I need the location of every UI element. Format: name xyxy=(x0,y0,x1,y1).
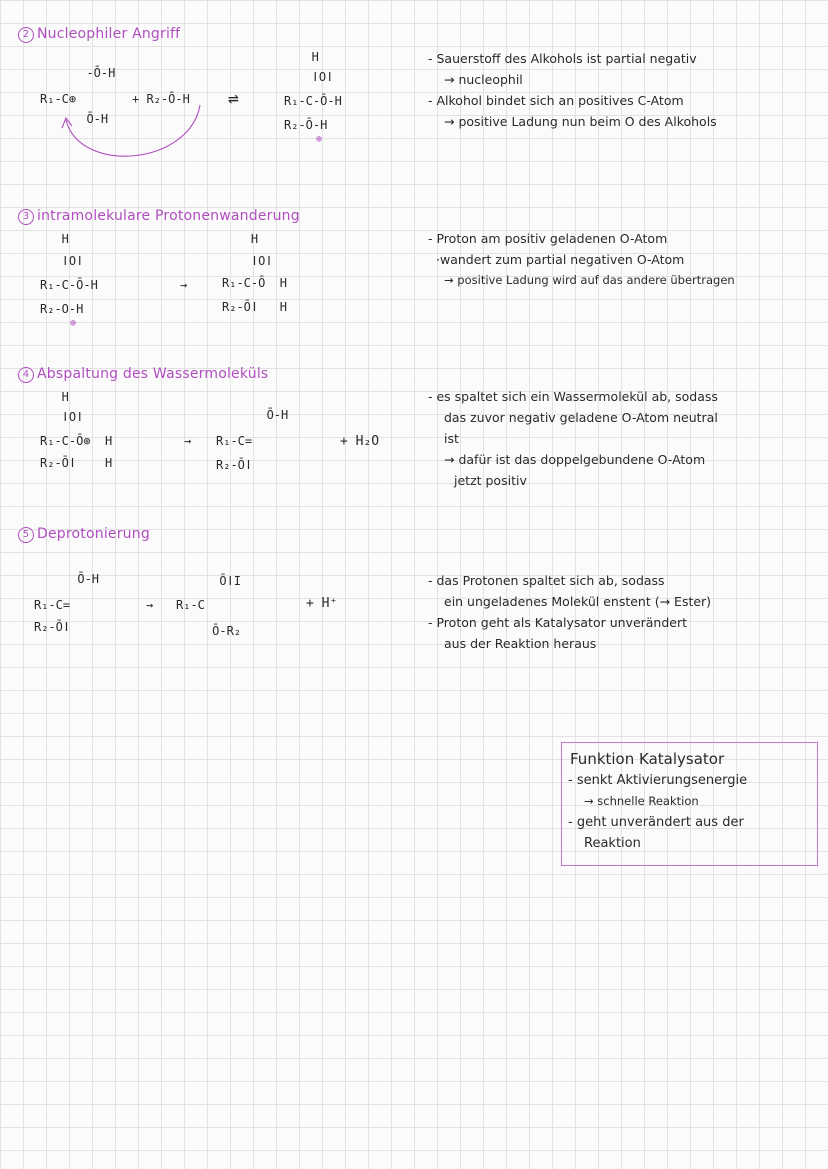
product-5-l3: Ō-R₂ xyxy=(176,624,242,638)
reactant-4-l3: R₁-C-Ō⊕ H xyxy=(40,434,113,448)
product-2-charge: ⊕ xyxy=(298,134,323,145)
section-title-2: Nucleophiler Angriff xyxy=(37,26,181,42)
note-line: - Proton geht als Katalysator unverändert xyxy=(428,615,688,630)
product-2-l1: H xyxy=(290,50,319,64)
note-line: → dafür ist das doppelgebundene O-Atom xyxy=(444,452,706,467)
byproduct-proton: + H⁺ xyxy=(306,596,338,611)
reaction-arrow-4: → xyxy=(184,434,192,448)
product-4-l3: R₂-Ōǀ xyxy=(216,458,253,472)
catalyst-box-line: - geht unverändert aus der xyxy=(568,815,744,830)
byproduct-water: + H₂O xyxy=(340,434,380,449)
reactant-3-l2: ǀOǀ xyxy=(40,254,84,268)
reactant-2-bottom: Ō-H xyxy=(72,112,109,126)
reaction-arrow-3: → xyxy=(180,278,188,292)
product-3-l2: ǀOǀ xyxy=(222,254,273,268)
reactant-3-l4: R₂-O-H xyxy=(40,302,84,316)
catalyst-box-line: Reaktion xyxy=(584,836,641,851)
section-number-2: 2 xyxy=(18,27,34,43)
reactant-4-l4: R₂-Ōǀ H xyxy=(40,456,113,470)
reactant-3-l1: H xyxy=(40,232,69,246)
equilibrium-arrow-2: ⇌ xyxy=(228,88,239,109)
product-3-l4: R₂-Ōǀ H xyxy=(222,300,288,314)
catalyst-box-title: Funktion Katalysator xyxy=(570,750,725,768)
reactant-3-charge: ⊕ xyxy=(52,318,77,329)
catalyst-box-line: - senkt Aktivierungsenergie xyxy=(568,773,748,788)
product-2-l4: R₂-Ō-H xyxy=(284,118,328,132)
reactant-2-top: -Ō-H xyxy=(72,66,116,80)
product-2-l2: ǀOǀ xyxy=(290,70,334,84)
catalyst-box-line: → schnelle Reaktion xyxy=(584,794,699,808)
reactant-3-l3: R₁-C-Ō-H xyxy=(40,278,98,292)
reactant-4-l2: ǀOǀ xyxy=(40,410,84,424)
note-line: ein ungeladenes Molekül enstent (→ Ester) xyxy=(444,594,712,609)
note-line: - es spaltet sich ein Wassermolekül ab, sodass xyxy=(428,389,718,404)
section-number-4: 4 xyxy=(18,367,34,383)
note-line: - Alkohol bindet sich an positives C-Atom xyxy=(428,93,684,108)
note-line: ·wandert zum partial negativen O-Atom xyxy=(436,252,685,267)
reagent-2: + R₂-Ō-H xyxy=(132,92,190,106)
note-line: - Sauerstoff des Alkohols ist partial negativ xyxy=(428,51,697,66)
note-line: ist xyxy=(444,431,459,446)
electron-pushing-arrow xyxy=(66,105,200,156)
note-line: jetzt positiv xyxy=(454,473,527,488)
reactant-5-l3: R₂-Ōǀ xyxy=(34,620,71,634)
section-title-5: Deprotonierung xyxy=(37,526,150,542)
product-2-l3: R₁-C-Ō-H xyxy=(284,94,342,108)
product-3-l3: R₁-C-Ō H xyxy=(222,276,288,290)
reactant-5-l2: R₁-C= xyxy=(34,598,71,612)
reactant-4-l1: H xyxy=(40,390,69,404)
section-title-3: intramolekulare Protonenwanderung xyxy=(37,208,300,224)
note-line: das zuvor negativ geladene O-Atom neutral xyxy=(444,410,718,425)
product-5-l1: ŌǀI xyxy=(176,574,242,588)
note-line: → positive Ladung wird auf das andere übertragen xyxy=(444,273,735,287)
section-number-3: 3 xyxy=(18,209,34,225)
note-line: aus der Reaktion heraus xyxy=(444,636,597,651)
section-number-5: 5 xyxy=(18,527,34,543)
note-line: → positive Ladung nun beim O des Alkohols xyxy=(444,114,717,129)
product-4-l1: Ō-H xyxy=(216,408,289,422)
reactant-2-mid: R₁-C⊕ xyxy=(40,92,77,106)
reaction-arrow-5: → xyxy=(146,598,154,612)
product-3-l1: H xyxy=(222,232,259,246)
reactant-5-l1: Ō-H xyxy=(34,572,100,586)
note-line: - das Protonen spaltet sich ab, sodass xyxy=(428,573,665,588)
note-line: → nucleophil xyxy=(444,72,523,87)
note-line: - Proton am positiv geladenen O-Atom xyxy=(428,231,668,246)
product-4-l2: R₁-C= xyxy=(216,434,253,448)
product-5-l2: R₁-C xyxy=(176,598,205,612)
section-title-4: Abspaltung des Wassermoleküls xyxy=(37,366,269,382)
